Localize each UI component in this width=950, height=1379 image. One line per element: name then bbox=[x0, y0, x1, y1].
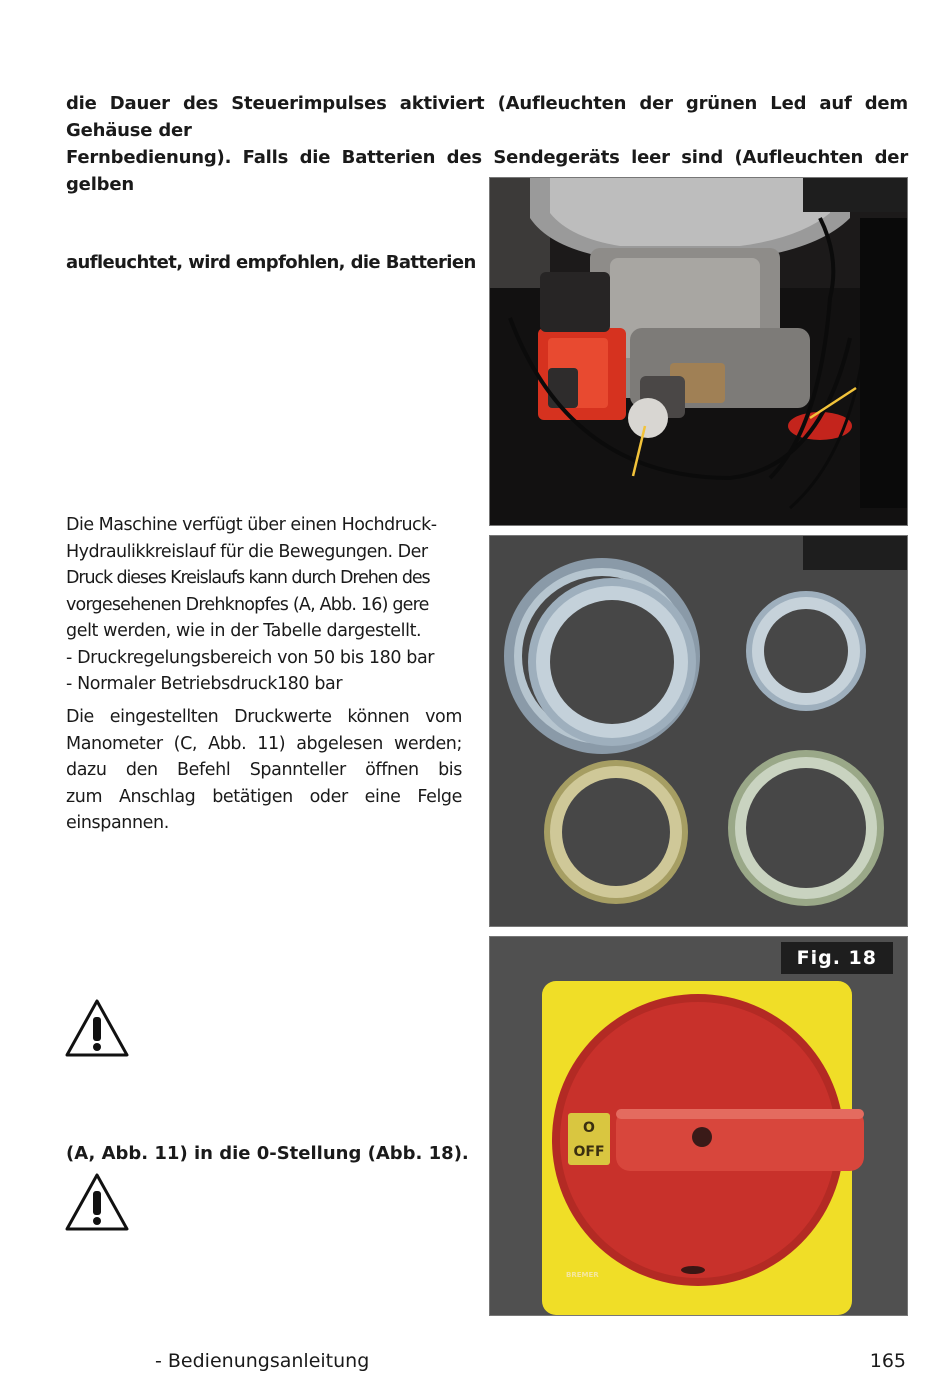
text-line: Druck dieses Kreislaufs kann durch Drehen des bbox=[66, 568, 430, 588]
warning-icon bbox=[64, 1172, 130, 1232]
hydraulic-valve-illustration bbox=[490, 178, 907, 525]
text-line: Die eingestellten Druckwerte können vom bbox=[66, 707, 462, 727]
main-switch-illustration bbox=[490, 937, 907, 1315]
manometer-paragraph bbox=[66, 704, 462, 837]
main-switch-photo bbox=[489, 936, 908, 1316]
text-line: - Druckregelungsbereich von 50 bis 180 bar bbox=[66, 647, 435, 668]
text-line: einspannen. bbox=[66, 813, 169, 833]
text-line: Die Maschine verfügt über einen Hochdruck- bbox=[66, 515, 437, 535]
adapter-rings-illustration bbox=[490, 536, 907, 926]
footer-manual-title: - Bedienungsanleitung bbox=[155, 1350, 370, 1372]
switch-marking-o: O bbox=[583, 1120, 595, 1136]
figure-label-box bbox=[803, 536, 907, 570]
hydraulic-paragraph bbox=[66, 512, 462, 698]
warning-icon bbox=[64, 998, 130, 1058]
text-line: - Normaler Betriebsdruck180 bar bbox=[66, 674, 343, 694]
text-line: Manometer (C, Abb. 11) abgelesen werden; bbox=[66, 733, 462, 754]
text-line: zum Anschlag betätigen oder eine Felge bbox=[66, 786, 462, 807]
text-line: Hydraulikkreislauf für die Bewegungen. Der bbox=[66, 541, 428, 562]
rings-photo bbox=[489, 535, 908, 927]
switch-brand-label: BREMER bbox=[566, 1271, 599, 1279]
intro-line-1: die Dauer des Steuerimpulses aktiviert (Aufleuchten der grünen Led auf dem Gehäuse der bbox=[66, 93, 908, 141]
intro-line-2: Fernbedienung). Falls die Batterien des Sendegeräts leer sind (Aufleuchten der gelben bbox=[66, 147, 908, 195]
switch-marking-off: OFF bbox=[573, 1144, 605, 1160]
page-number: 165 bbox=[869, 1350, 906, 1372]
figure-label-box bbox=[803, 178, 907, 212]
text-line: gelt werden, wie in der Tabelle dargestellt. bbox=[66, 621, 422, 641]
text-line: dazu den Befehl Spannteller öffnen bis bbox=[66, 760, 462, 780]
figure-label: Fig. 18 bbox=[781, 942, 893, 974]
switch-instruction: (A, Abb. 11) in die 0-Stellung (Abb. 18). bbox=[66, 1143, 469, 1164]
hydraulic-valve-photo bbox=[489, 177, 908, 526]
text-line: vorgesehenen Drehknopfes (A, Abb. 16) gere bbox=[66, 594, 429, 615]
battery-note: aufleuchtet, wird empfohlen, die Batterien bbox=[66, 252, 476, 273]
